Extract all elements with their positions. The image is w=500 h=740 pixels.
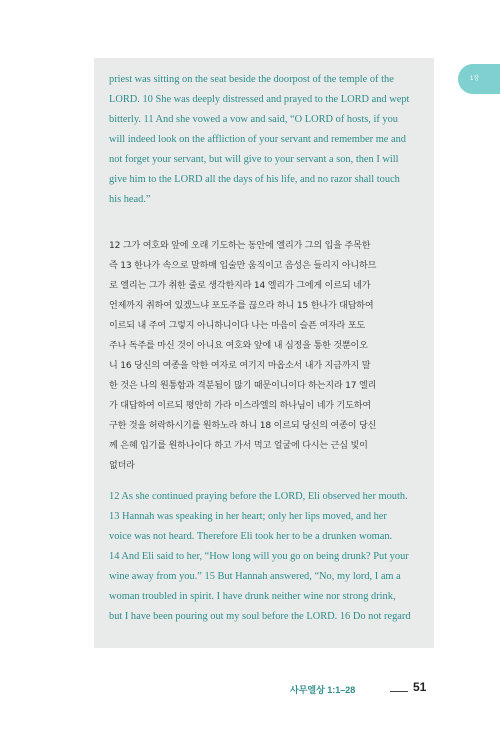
text-line: priest was sitting on the seat beside the doorpost of the temple of the <box>109 74 394 85</box>
page-number: 51 <box>413 680 427 694</box>
text-line: woman troubled in spirit. I have drunk neither wine nor strong drink, <box>109 591 396 602</box>
text-line: 12 As she continued praying before the LORD, Eli observed her mouth. <box>109 491 408 502</box>
chapter-tab-label: 1장 <box>470 76 480 82</box>
text-line: wine away from you.” 15 But Hannah answered, “No, my lord, I am a <box>109 571 401 582</box>
text-line: 언제까지 취하여 있겠느냐 포도주를 끊으라 하니 15 한나가 대답하여 <box>109 301 374 311</box>
text-line: 이르되 내 주여 그렇지 아니하니이다 나는 마음이 슬픈 여자라 포도 <box>109 321 365 331</box>
text-line: but I have been pouring out my soul before the LORD. 16 Do not regard <box>109 611 411 622</box>
text-line: will indeed look on the affliction of your servant and remember me and <box>109 134 407 145</box>
running-title: 사무엘상 1:1–28 <box>290 685 356 695</box>
text-line: 구한 것을 허락하시기를 원하노라 하니 18 이르되 당신의 여종이 당신 <box>109 421 377 431</box>
text-line: 니 16 당신의 여종을 악한 여자로 여기지 마옵소서 내가 지금까지 말 <box>109 361 371 371</box>
text-line: 께 은혜 입기를 원하나이다 하고 가서 먹고 얼굴에 다시는 근심 빛이 <box>109 441 368 451</box>
english-passage-1 <box>109 70 419 210</box>
text-line: give him to the LORD all the days of his life, and no razor shall touch <box>109 174 400 185</box>
text-line: 14 And Eli said to her, “How long will you go on being drunk? Put your <box>109 551 409 562</box>
text-line: 13 Hannah was speaking in her heart; only her lips moved, and her <box>109 511 387 522</box>
text-line: 가 대답하여 이르되 평안히 가라 이스라엘의 하나님이 네가 기도하여 <box>109 401 371 411</box>
korean-passage <box>109 236 419 476</box>
english-passage-2 <box>109 487 419 627</box>
text-line: 즉 13 한나가 속으로 말하매 입술만 움직이고 음성은 들리지 아니하므 <box>109 261 377 271</box>
text-line: LORD. 10 She was deeply distressed and prayed to the LORD and wept <box>109 94 410 105</box>
text-line: voice was not heard. Therefore Eli took her to be a drunken woman. <box>109 531 393 542</box>
text-line: 12 그가 여호와 앞에 오래 기도하는 동안에 엘리가 그의 입을 주목한 <box>109 241 371 251</box>
page-footer <box>290 680 440 698</box>
text-line: his head.” <box>109 194 151 205</box>
chapter-tab <box>458 64 500 94</box>
text-line: not forget your servant, but will give to your servant a son, then I will <box>109 154 399 165</box>
text-line: 주나 독주를 마신 것이 아니요 여호와 앞에 내 심정을 통한 것뿐이오 <box>109 341 368 351</box>
text-line: 한 것은 나의 원통함과 격분됨이 많기 때문이니이다 하는지라 17 엘리 <box>109 381 377 391</box>
footer-rule <box>390 691 408 692</box>
text-line: 로 엘리는 그가 취한 줄로 생각한지라 14 엘리가 그에게 이르되 네가 <box>109 281 371 291</box>
text-line: bitterly. 11 And she vowed a vow and said, “O LORD of hosts, if you <box>109 114 398 125</box>
text-line: 없더라 <box>109 461 135 471</box>
